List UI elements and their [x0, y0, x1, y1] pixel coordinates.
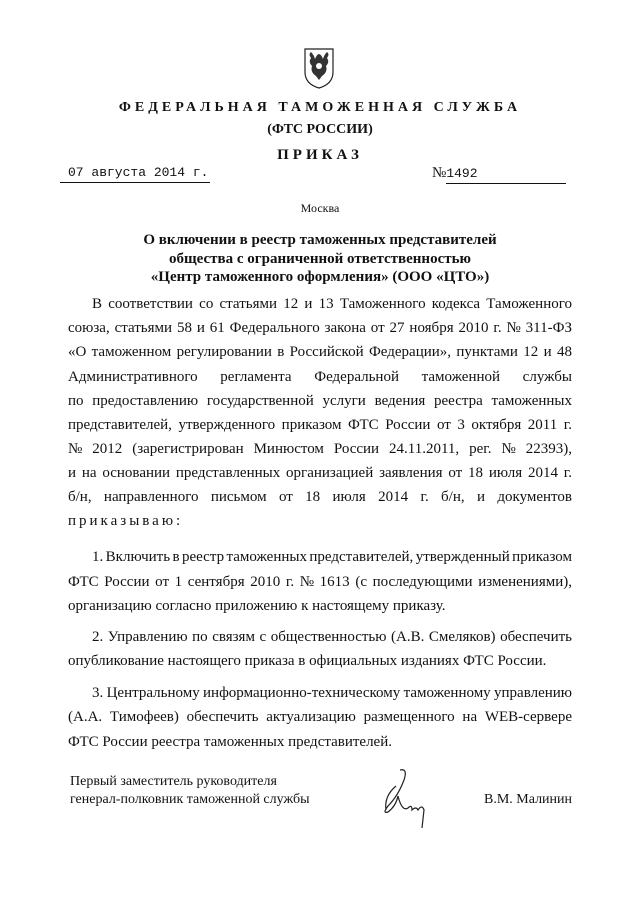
- item-1-line: ФТС России от 1 сентября 2010 г. № 1613 (с последующими изменениями),: [68, 574, 572, 590]
- order-verb: приказываю:: [68, 513, 184, 529]
- preamble-line: представителей, утвержденного приказом ФТС России от 3 октября 2011 г.: [68, 417, 572, 433]
- number-sign: №: [432, 165, 447, 181]
- document-type: ПРИКАЗ: [277, 147, 363, 163]
- preamble-line: Административного регламента Федеральной таможенной службы: [68, 369, 572, 385]
- order-date: [60, 164, 220, 183]
- signatory-position: Первый заместитель руководителя: [70, 774, 277, 789]
- coat-of-arms-emblem: [302, 46, 336, 88]
- title-line: О включении в реестр таможенных представителей: [143, 232, 497, 248]
- agency-name: ФЕДЕРАЛЬНАЯ ТАМОЖЕННАЯ СЛУЖБА: [118, 100, 522, 115]
- handwritten-signature: [378, 766, 438, 836]
- item-1-line: 1. Включить в реестр таможенных представителей, утвержденный приказом: [92, 549, 572, 565]
- order-number: [432, 164, 592, 184]
- item-2-line: 2. Управлению по связям с общественностью (А.В. Смеляков) обеспечить: [92, 629, 572, 645]
- item-1-line: организацию согласно приложению к настоящему приказу.: [68, 598, 446, 614]
- preamble-line: и на основании представленных организацией заявления от 18 июля 2014 г.: [68, 465, 572, 481]
- title-line: «Центр таможенного оформления» (ООО «ЦТО»): [150, 269, 490, 285]
- signatory-rank: генерал-полковник таможенной службы: [70, 792, 310, 807]
- preamble-line: б/н, направленного письмом от 18 июля 2014 г. б/н, и документов: [68, 489, 572, 505]
- signatory-name: В.М. Малинин: [484, 792, 573, 807]
- item-2-line: опубликование настоящего приказа в официальных изданиях ФТС России.: [68, 653, 547, 669]
- agency-short-name: (ФТС РОССИИ): [267, 122, 373, 137]
- order-date-value: 07 августа 2014 г.: [60, 164, 210, 183]
- preamble-line: «О таможенном регулировании в Российской Федерации», пунктами 12 и 48: [68, 344, 572, 360]
- preamble-line: по предоставлению государственной услуги ведения реестра таможенных: [68, 393, 572, 409]
- item-3-line: 3. Центральному информационно-техническому таможенному управлению: [92, 685, 572, 701]
- title-line: общества с ограниченной ответственностью: [169, 251, 471, 267]
- item-3-line: ФТС России реестра таможенных представителей.: [68, 734, 392, 750]
- item-3-line: (А.А. Тимофеев) обеспечить актуализацию размещенного на WEB-сервере: [68, 709, 572, 725]
- order-number-value: 1492: [446, 165, 566, 184]
- city: Москва: [300, 201, 340, 215]
- preamble-line: В соответствии со статьями 12 и 13 Таможенного кодекса Таможенного: [92, 296, 572, 312]
- preamble-line: № 2012 (зарегистрирован Минюстом России 24.11.2011, рег. № 22393),: [68, 441, 572, 457]
- preamble-line: союза, статьями 58 и 61 Федерального закона от 27 ноября 2010 г. № 311-ФЗ: [68, 320, 572, 336]
